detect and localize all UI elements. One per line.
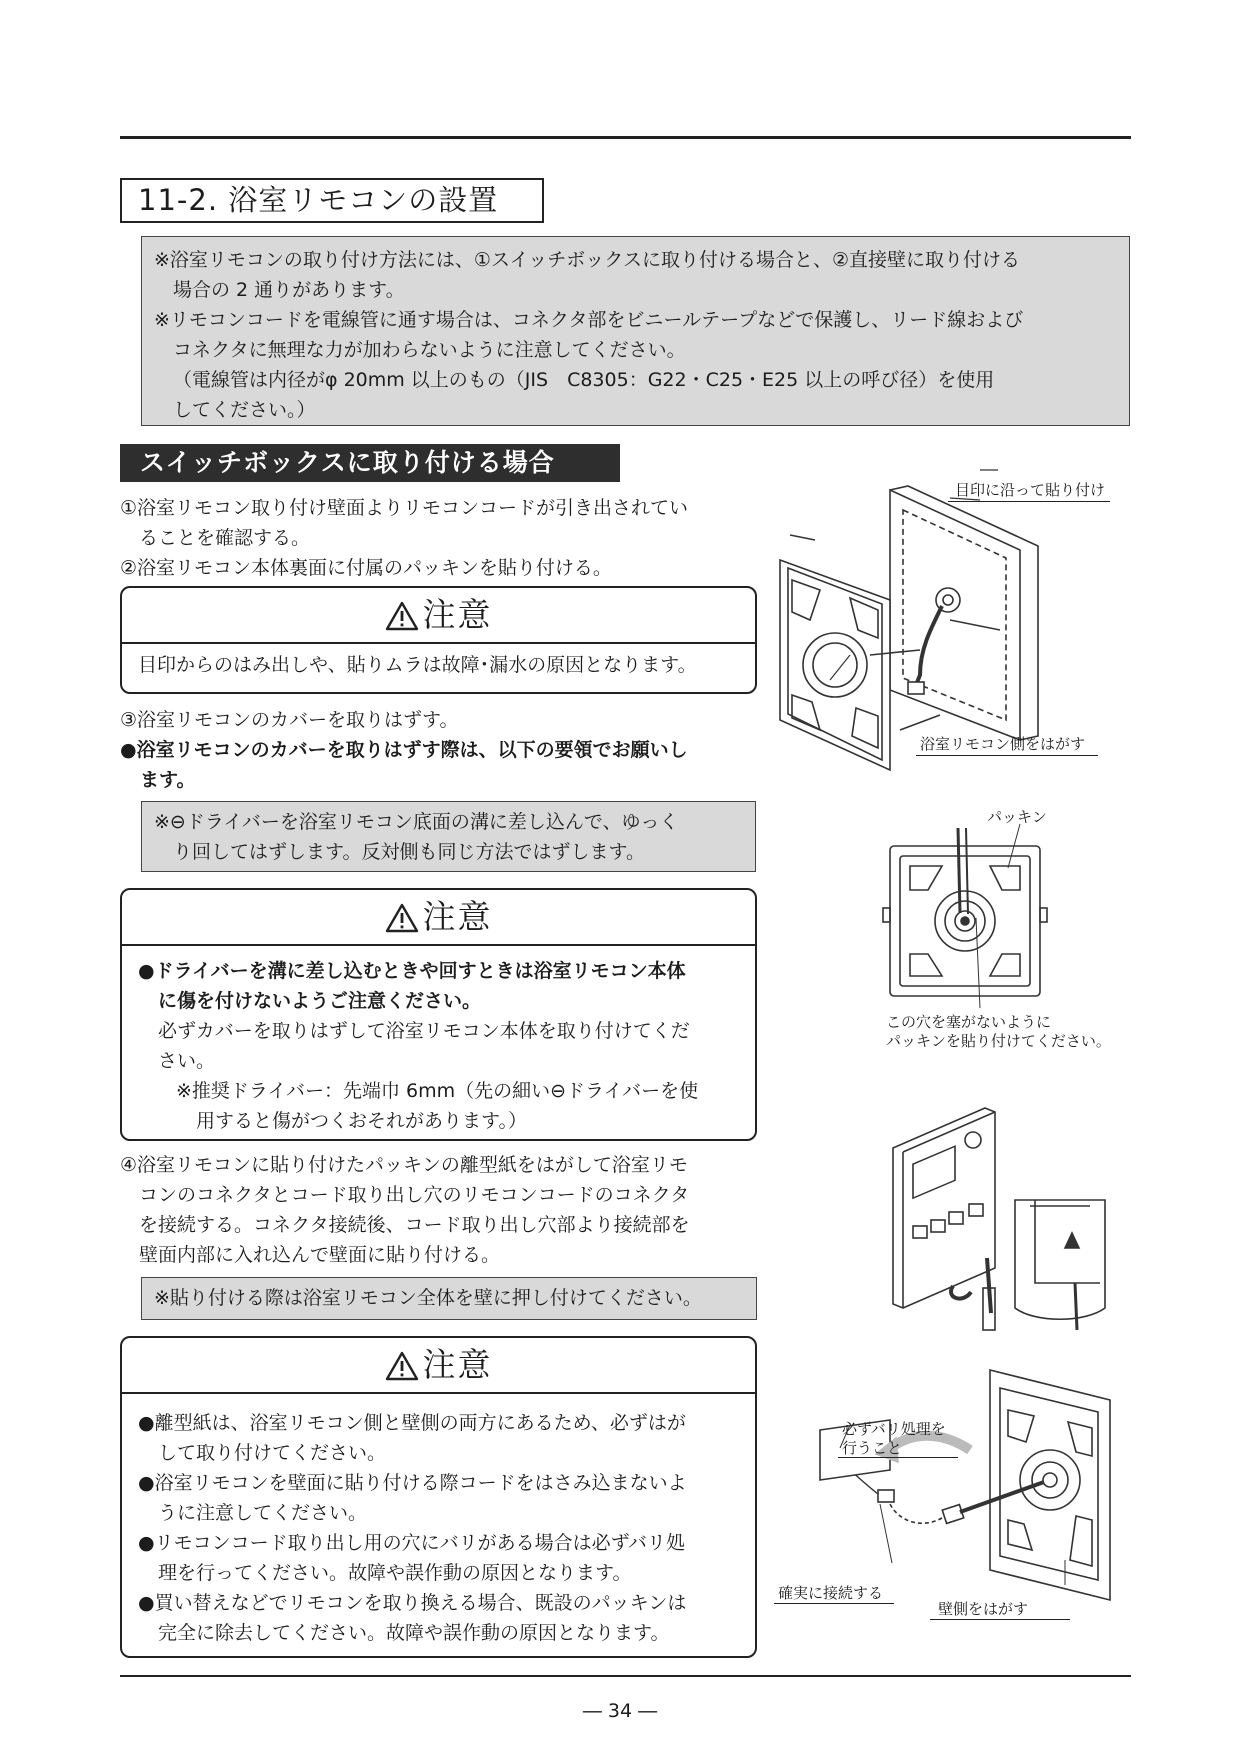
step-4 xyxy=(120,1150,760,1270)
fig1-label-bottom: 浴室リモコン側をはがす xyxy=(920,735,1086,753)
note-line: ※リモコンコードを電線管に通す場合は、コネクタ部をビニールテープなどで保護し、リード線および xyxy=(154,309,1024,331)
step-3-note-line: り回してはずします。反対側も同じ方法ではずします。 xyxy=(173,841,645,863)
fig4-leader-connect xyxy=(774,1603,894,1604)
fig4-leader-burr xyxy=(838,1457,958,1458)
step-4-note-box xyxy=(141,1277,757,1320)
caution-header xyxy=(122,588,755,644)
caution-title: 注意 xyxy=(422,1345,493,1384)
fig4-label-burr xyxy=(842,1420,946,1458)
caution-header xyxy=(122,890,755,946)
note-line: （電線管は内径がφ 20mm 以上のもの（JIS C8305：G22・C25・E25 以上の呼び径）を使用 xyxy=(173,369,995,391)
figure-packing-position xyxy=(880,828,1060,1008)
step-1-line: ①浴室リモコン取り付け壁面よりリモコンコードが引き出されてい xyxy=(120,497,689,519)
step-3-bullet-line: ●浴室リモコンのカバーを取りはずす際は、以下の要領でお願いし xyxy=(120,739,688,761)
caution-header xyxy=(122,1338,755,1394)
step-4-line: を接続する。コネクタ接続後、コード取り出し穴部より接続部を xyxy=(139,1214,690,1236)
caution-title: 注意 xyxy=(422,897,493,936)
step-4-note-line: ※貼り付ける際は浴室リモコン全体を壁に押し付けてください。 xyxy=(154,1287,702,1309)
note-line: コネクタに無理な力が加わらないように注意してください。 xyxy=(173,339,686,361)
top-rule xyxy=(120,136,1131,139)
caution-line: 理を行ってください。故障や誤作動の原因となります。 xyxy=(158,1562,632,1584)
warning-triangle-icon xyxy=(385,601,419,631)
step-4-line: 壁面内部に入れ込んで壁面に貼り付ける。 xyxy=(139,1244,501,1266)
figure-packing-attach xyxy=(770,480,1140,770)
caution-line: ●買い替えなどでリモコンを取り換える場合、既設のパッキンは xyxy=(138,1592,687,1614)
step-3-bullet xyxy=(120,735,760,795)
caution-line: ●リモコンコード取り出し用の穴にバリがある場合は必ずバリ処 xyxy=(138,1532,686,1554)
step-3-note-box xyxy=(141,801,756,872)
step-4-line: ④浴室リモコンに貼り付けたパッキンの離型紙をはがして浴室リモ xyxy=(120,1154,688,1176)
caution-box-1 xyxy=(120,586,757,694)
figure-connect-cord xyxy=(780,1370,1135,1610)
fig4-label-wall: 壁側をはがす xyxy=(938,1600,1029,1618)
step-3 xyxy=(120,705,760,795)
caution-line: 必ずカバーを取りはずして浴室リモコン本体を取り付けてくだ xyxy=(158,1020,690,1042)
subsection-title: スイッチボックスに取り付ける場合 xyxy=(120,444,620,482)
caution-line: ●浴室リモコンを壁面に貼り付ける際コードをはさみ込まないよ xyxy=(138,1472,687,1494)
caution-line: うに注意してください。 xyxy=(158,1502,368,1524)
step-3-line: ③浴室リモコンのカバーを取りはずす。 xyxy=(120,709,459,731)
step-4-line: コンのコネクタとコード取り出し穴のリモコンコードのコネクタ xyxy=(139,1184,690,1206)
figure-cover-removal xyxy=(885,1108,1125,1333)
fig2-label-top: パッキン xyxy=(987,808,1047,826)
caution-body xyxy=(122,946,755,1141)
caution-body xyxy=(122,1394,755,1658)
caution-line: して取り付けてください。 xyxy=(158,1442,387,1464)
steps-1-2 xyxy=(120,493,760,583)
caution-box-3 xyxy=(120,1336,757,1658)
warning-triangle-icon xyxy=(385,903,419,933)
note-line: 場合の 2 通りがあります。 xyxy=(173,279,405,301)
fig4-label-line: 行うこと xyxy=(842,1439,903,1457)
caution-bold-line: に傷を付けないようご注意ください。 xyxy=(158,990,482,1012)
caution-bold-line: ●ドライバーを溝に差し込むときや回すときは浴室リモコン本体 xyxy=(138,960,686,982)
caution-line: ※推奨ドライバー：先端巾 6mm（先の細い⊖ドライバーを使 xyxy=(176,1080,699,1102)
fig1-leader-top xyxy=(948,501,1110,502)
bottom-rule xyxy=(120,1675,1131,1677)
caution-line: 用すると傷がつくおそれがあります。） xyxy=(196,1110,527,1132)
fig4-label-connect: 確実に接続する xyxy=(778,1584,884,1602)
fig2-label-line: パッキンを貼り付けてください。 xyxy=(886,1032,1111,1050)
fig1-leader-bottom xyxy=(916,755,1098,756)
note-line: ※浴室リモコンの取り付け方法には、①スイッチボックスに取り付ける場合と、②直接壁に取り付ける xyxy=(154,249,1021,271)
caution-body xyxy=(122,644,755,690)
note-line: してください。） xyxy=(173,399,316,421)
caution-line: 完全に除去してください。故障や誤作動の原因となります。 xyxy=(158,1622,670,1644)
fig1-label-top: 目印に沿って貼り付け xyxy=(955,481,1106,499)
caution-text: 目印からのはみ出しや、貼りムラは故障･漏水の原因となります。 xyxy=(138,654,697,676)
caution-line: さい。 xyxy=(158,1050,216,1072)
page-number: ― 34 ― xyxy=(582,1700,658,1722)
caution-line: ●離型紙は、浴室リモコン側と壁側の両方にあるため、必ずはが xyxy=(138,1412,686,1434)
fig2-label-bottom xyxy=(886,1013,1111,1051)
caution-box-2 xyxy=(120,888,757,1141)
step-3-note-line: ※⊖ドライバーを浴室リモコン底面の溝に差し込んで、ゆっく xyxy=(154,811,679,833)
step-3-bullet-line: ます。 xyxy=(140,769,196,791)
section-title: 11-2. 浴室リモコンの設置 xyxy=(120,178,544,223)
step-1-line: ることを確認する。 xyxy=(139,527,311,549)
warning-triangle-icon xyxy=(385,1351,419,1381)
fig4-label-line: 必ずバリ処理を xyxy=(842,1420,946,1438)
fig4-leader-wall xyxy=(930,1619,1070,1620)
fig2-label-line: この穴を塞がないように xyxy=(886,1013,1052,1031)
caution-title: 注意 xyxy=(422,595,493,634)
step-2-line: ②浴室リモコン本体裏面に付属のパッキンを貼り付ける。 xyxy=(120,557,612,579)
notes-box xyxy=(141,236,1130,426)
